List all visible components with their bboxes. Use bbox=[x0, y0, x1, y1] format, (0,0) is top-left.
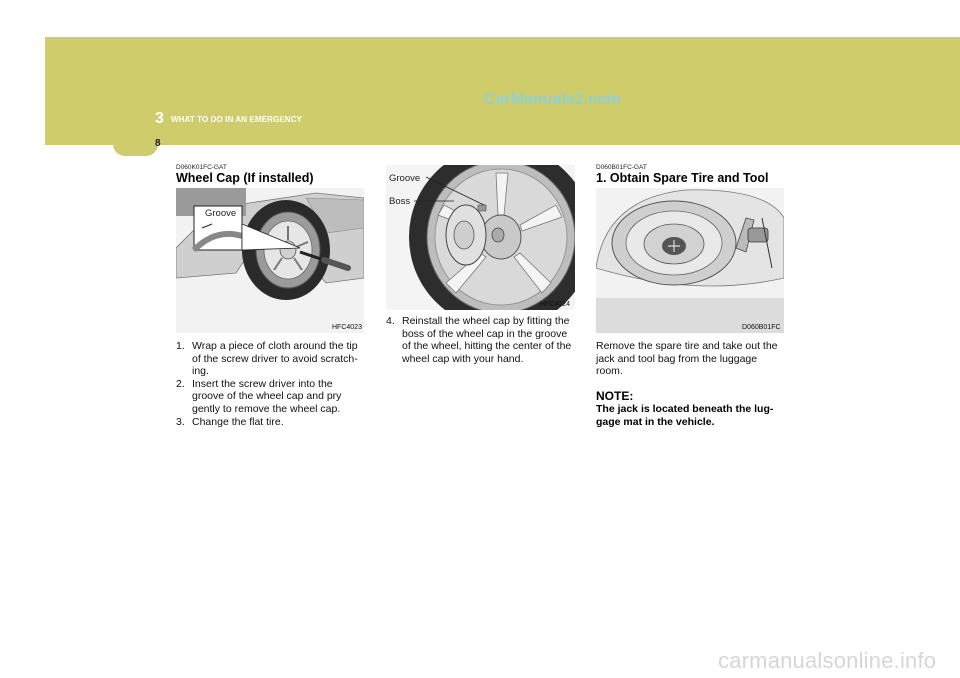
figure-code: D060B01FC bbox=[742, 324, 781, 331]
wheel-cap-install-illustration bbox=[386, 165, 575, 310]
groove-label: Groove bbox=[389, 173, 421, 184]
spare-tire-illustration bbox=[596, 188, 784, 333]
list-item bbox=[176, 416, 366, 429]
list-item bbox=[386, 315, 576, 365]
step-number: 1. bbox=[176, 340, 185, 352]
list-item bbox=[176, 340, 366, 378]
page-number: 8 bbox=[155, 138, 161, 149]
step-text: Wrap a piece of cloth around the tip of the screw driver to avoid scratch-ing. bbox=[192, 340, 358, 378]
step-text: Change the flat tire. bbox=[192, 415, 284, 428]
groove-label: Groove bbox=[205, 208, 237, 219]
figure-wheel-cap-removal bbox=[176, 188, 364, 333]
step-number: 3. bbox=[176, 415, 185, 428]
chapter-number: 3 bbox=[155, 110, 164, 127]
header-watermark[interactable]: CarManuals2.com bbox=[484, 91, 621, 108]
step-number: 4. bbox=[386, 315, 395, 327]
chapter-title: WHAT TO DO IN AN EMERGENCY bbox=[171, 115, 302, 124]
step-text: Reinstall the wheel cap by fitting the boss of the wheel cap in the groove of the wheel, hitting the center of the wheel cap with your hand. bbox=[402, 315, 572, 365]
section-code: D060K01FC-GAT bbox=[176, 164, 227, 171]
section-title-spare-tire: 1. Obtain Spare Tire and Tool bbox=[596, 171, 769, 185]
figure-code: HFC4023 bbox=[332, 324, 362, 331]
steps-list-reinstall bbox=[386, 315, 576, 365]
steps-list-wheel-cap bbox=[176, 340, 366, 428]
note-heading: NOTE: bbox=[596, 389, 634, 403]
footer-watermark[interactable]: carmanualsonline.info bbox=[718, 648, 937, 673]
step-text: Insert the screw driver into the groove of the wheel cap and pry gently to remove the wheel cap. bbox=[192, 377, 342, 415]
wheel-cap-removal-illustration bbox=[176, 188, 364, 333]
note-text: The jack is located beneath the lug-gage mat in the vehicle. bbox=[596, 403, 774, 428]
page-tab bbox=[113, 134, 158, 156]
section-code: D060B01FC-GAT bbox=[596, 164, 647, 171]
list-item bbox=[176, 378, 366, 416]
figure-code: HFC4024 bbox=[540, 301, 570, 308]
step-number: 2. bbox=[176, 377, 185, 390]
boss-label: Boss bbox=[389, 196, 411, 207]
figure-wheel-cap-install bbox=[386, 165, 575, 310]
section-title-wheel-cap: Wheel Cap (If installed) bbox=[176, 171, 314, 185]
instruction-paragraph: Remove the spare tire and take out the jack and tool bag from the luggage room. bbox=[596, 340, 778, 378]
figure-spare-tire bbox=[596, 188, 784, 333]
